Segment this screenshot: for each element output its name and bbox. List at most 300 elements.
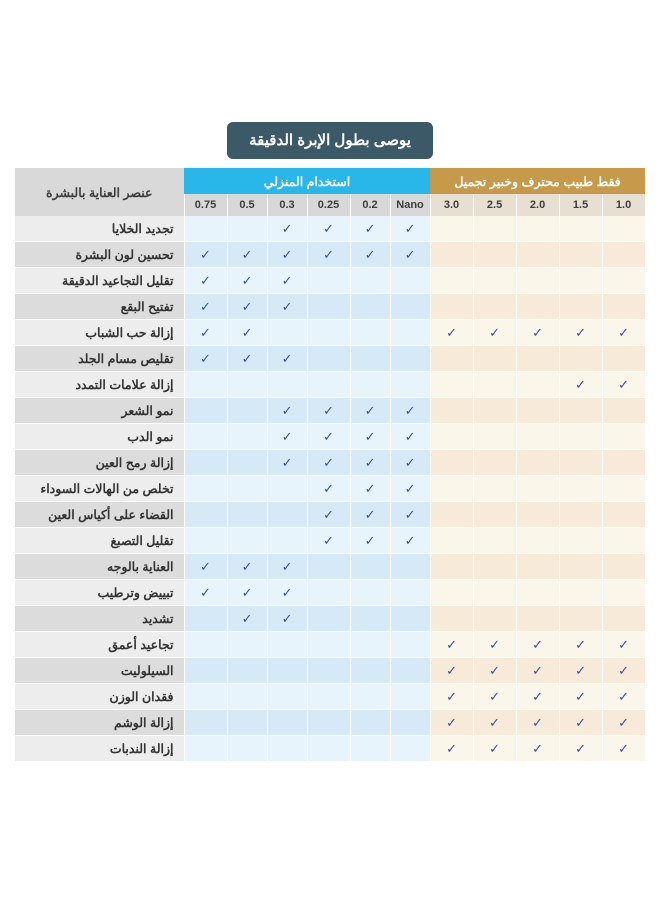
table-row [15,450,645,476]
check-icon: ✓ [200,247,211,262]
check-icon: ✓ [364,221,376,236]
check-icon: ✓ [364,429,376,444]
cell-1.0 [602,398,645,424]
cell-0.75 [184,242,227,268]
cell-0.75 [184,554,227,580]
row-label: إزالة الندبات [15,736,184,762]
cell-1.5 [559,710,602,736]
check-icon: ✓ [618,663,629,678]
cell-0.75 [184,268,227,294]
cell-1.5 [559,554,602,580]
cell-0.75 [184,294,227,320]
cell-2.5 [473,476,516,502]
cell-0.3 [267,736,307,762]
cell-Nano [390,554,430,580]
cell-2.5 [473,346,516,372]
cell-2.5 [473,242,516,268]
row-label: تحسين لون البشرة [15,242,184,268]
check-icon: ✓ [281,559,293,574]
cell-0.2 [350,502,390,528]
cell-0.3 [267,372,307,398]
cell-3.0 [430,450,473,476]
check-icon: ✓ [281,585,293,600]
check-icon: ✓ [532,637,543,652]
cell-Nano [390,606,430,632]
check-icon: ✓ [618,325,629,340]
check-icon: ✓ [241,611,253,626]
table-row [15,606,645,632]
cell-1.5 [559,268,602,294]
cell-0.2 [350,398,390,424]
cell-0.5 [227,242,267,268]
row-label: تخلص من الهالات السوداء [15,476,184,502]
cell-0.25 [307,606,350,632]
cell-0.25 [307,528,350,554]
size-header-3.0: 3.0 [430,194,473,216]
check-icon: ✓ [489,715,500,730]
check-icon: ✓ [532,715,543,730]
check-icon: ✓ [323,481,334,496]
cell-0.25 [307,424,350,450]
cell-0.25 [307,320,350,346]
cell-0.25 [307,710,350,736]
cell-0.5 [227,268,267,294]
size-header-0.75: 0.75 [184,194,227,216]
size-header-1.5: 1.5 [559,194,602,216]
table-row [15,632,645,658]
cell-2.0 [516,632,559,658]
row-label: نمو الشعر [15,398,184,424]
cell-3.0 [430,242,473,268]
check-icon: ✓ [446,741,457,756]
cell-1.5 [559,424,602,450]
cell-0.3 [267,554,307,580]
row-label: إزالة حب الشباب [15,320,184,346]
cell-0.75 [184,736,227,762]
cell-2.5 [473,450,516,476]
cell-Nano [390,632,430,658]
cell-0.5 [227,554,267,580]
title-badge-wrapper [0,122,660,159]
check-icon: ✓ [200,325,211,340]
cell-0.75 [184,606,227,632]
table-row [15,398,645,424]
table-row [15,736,645,762]
cell-0.3 [267,450,307,476]
check-icon: ✓ [575,741,586,756]
cell-0.25 [307,450,350,476]
check-icon: ✓ [532,689,543,704]
cell-Nano [390,242,430,268]
cell-0.5 [227,736,267,762]
cell-2.0 [516,216,559,242]
cell-1.5 [559,320,602,346]
cell-1.5 [559,736,602,762]
cell-3.0 [430,372,473,398]
cell-Nano [390,216,430,242]
check-icon: ✓ [446,325,457,340]
cell-0.25 [307,242,350,268]
check-icon: ✓ [446,663,457,678]
cell-0.25 [307,736,350,762]
cell-0.2 [350,632,390,658]
cell-3.0 [430,554,473,580]
cell-3.0 [430,658,473,684]
cell-0.3 [267,580,307,606]
cell-1.0 [602,658,645,684]
check-icon: ✓ [404,429,416,444]
cell-1.0 [602,372,645,398]
check-icon: ✓ [404,247,416,262]
row-label: تبييض وترطيب [15,580,184,606]
cell-0.75 [184,216,227,242]
cell-3.0 [430,398,473,424]
check-icon: ✓ [281,299,293,314]
cell-0.3 [267,346,307,372]
check-icon: ✓ [404,481,416,496]
cell-Nano [390,502,430,528]
cell-Nano [390,320,430,346]
cell-0.5 [227,294,267,320]
cell-2.0 [516,372,559,398]
cell-2.0 [516,450,559,476]
row-label: تقليل التجاعيد الدقيقة [15,268,184,294]
cell-1.0 [602,346,645,372]
cell-1.5 [559,346,602,372]
cell-2.5 [473,502,516,528]
check-icon: ✓ [200,299,211,314]
needle-length-table [15,168,646,762]
cell-0.2 [350,268,390,294]
size-header-0.5: 0.5 [227,194,267,216]
check-icon: ✓ [618,715,629,730]
cell-Nano [390,658,430,684]
cell-Nano [390,710,430,736]
cell-0.3 [267,658,307,684]
cell-1.5 [559,606,602,632]
check-icon: ✓ [575,715,586,730]
cell-2.5 [473,684,516,710]
cell-2.5 [473,320,516,346]
cell-0.2 [350,372,390,398]
row-label: تقليل التصبغ [15,528,184,554]
cell-3.0 [430,710,473,736]
cell-0.2 [350,320,390,346]
cell-0.5 [227,476,267,502]
cell-Nano [390,736,430,762]
row-label: إزالة الوشم [15,710,184,736]
check-icon: ✓ [618,377,629,392]
check-icon: ✓ [323,507,334,522]
check-icon: ✓ [532,325,543,340]
cell-0.3 [267,476,307,502]
cell-0.5 [227,580,267,606]
cell-Nano [390,398,430,424]
row-label: تقليص مسام الجلد [15,346,184,372]
cell-0.3 [267,294,307,320]
table-row [15,528,645,554]
check-icon: ✓ [446,689,457,704]
check-icon: ✓ [241,559,253,574]
cell-3.0 [430,632,473,658]
cell-2.0 [516,710,559,736]
cell-0.2 [350,554,390,580]
cell-0.2 [350,580,390,606]
check-icon: ✓ [281,611,293,626]
size-header-0.25: 0.25 [307,194,350,216]
cell-0.75 [184,580,227,606]
check-icon: ✓ [281,273,293,288]
group-header-row [15,168,645,194]
cell-2.0 [516,502,559,528]
cell-2.0 [516,684,559,710]
cell-1.5 [559,216,602,242]
check-icon: ✓ [489,741,500,756]
table-row [15,346,645,372]
cell-0.25 [307,658,350,684]
size-header-Nano: Nano [390,194,430,216]
cell-0.75 [184,476,227,502]
cell-0.75 [184,528,227,554]
cell-3.0 [430,606,473,632]
row-label: إزالة علامات التمدد [15,372,184,398]
check-icon: ✓ [364,533,376,548]
row-label: العناية بالوجه [15,554,184,580]
cell-2.0 [516,580,559,606]
check-icon: ✓ [404,455,416,470]
cell-0.2 [350,658,390,684]
cell-2.5 [473,632,516,658]
check-icon: ✓ [241,325,253,340]
cell-3.0 [430,424,473,450]
check-icon: ✓ [241,273,253,288]
cell-0.5 [227,502,267,528]
check-icon: ✓ [281,351,293,366]
table-row [15,268,645,294]
cell-0.5 [227,372,267,398]
cell-1.5 [559,242,602,268]
group-header-professional: فقط طبيب محترف وخبير تجميل [430,168,645,194]
cell-1.5 [559,502,602,528]
cell-2.5 [473,658,516,684]
cell-2.0 [516,268,559,294]
cell-0.5 [227,450,267,476]
cell-0.75 [184,398,227,424]
check-icon: ✓ [241,299,253,314]
cell-2.5 [473,528,516,554]
table-row [15,580,645,606]
cell-3.0 [430,346,473,372]
check-icon: ✓ [323,429,334,444]
table-row [15,216,645,242]
table-row [15,242,645,268]
cell-0.25 [307,346,350,372]
check-icon: ✓ [489,663,500,678]
check-icon: ✓ [404,221,416,236]
check-icon: ✓ [281,429,293,444]
cell-2.5 [473,372,516,398]
table-row [15,710,645,736]
cell-0.25 [307,294,350,320]
cell-0.3 [267,502,307,528]
cell-1.5 [559,684,602,710]
cell-0.5 [227,710,267,736]
check-icon: ✓ [575,325,586,340]
cell-0.25 [307,398,350,424]
size-header-1.0: 1.0 [602,194,645,216]
title-badge: يوصى بطول الإبرة الدقيقة [227,122,433,159]
cell-1.0 [602,242,645,268]
cell-Nano [390,424,430,450]
cell-Nano [390,528,430,554]
cell-1.0 [602,450,645,476]
check-icon: ✓ [404,403,416,418]
check-icon: ✓ [200,351,211,366]
check-icon: ✓ [618,689,629,704]
cell-0.5 [227,398,267,424]
cell-1.5 [559,632,602,658]
cell-Nano [390,450,430,476]
check-icon: ✓ [281,403,293,418]
check-icon: ✓ [323,247,334,262]
cell-0.5 [227,216,267,242]
row-label: نمو الدب [15,424,184,450]
check-icon: ✓ [446,637,457,652]
cell-1.0 [602,606,645,632]
check-icon: ✓ [241,247,253,262]
cell-2.0 [516,346,559,372]
cell-0.25 [307,216,350,242]
size-header-0.2: 0.2 [350,194,390,216]
cell-0.3 [267,684,307,710]
row-label: تفتيح البقع [15,294,184,320]
cell-2.0 [516,736,559,762]
cell-2.5 [473,268,516,294]
cell-0.2 [350,476,390,502]
cell-Nano [390,476,430,502]
check-icon: ✓ [489,689,500,704]
cell-0.3 [267,606,307,632]
cell-0.3 [267,320,307,346]
cell-0.5 [227,424,267,450]
check-icon: ✓ [281,221,293,236]
cell-0.2 [350,684,390,710]
row-label: تجديد الخلايا [15,216,184,242]
table-head [15,168,645,216]
table-row [15,658,645,684]
table-body [15,216,645,762]
check-icon: ✓ [323,221,334,236]
cell-3.0 [430,684,473,710]
check-icon: ✓ [446,715,457,730]
cell-1.5 [559,294,602,320]
cell-Nano [390,268,430,294]
check-icon: ✓ [618,741,629,756]
row-label: فقدان الوزن [15,684,184,710]
cell-1.0 [602,684,645,710]
cell-0.25 [307,372,350,398]
cell-2.0 [516,476,559,502]
cell-1.5 [559,658,602,684]
check-icon: ✓ [323,455,334,470]
cell-2.5 [473,398,516,424]
cell-2.0 [516,424,559,450]
cell-Nano [390,346,430,372]
cell-2.5 [473,554,516,580]
cell-3.0 [430,580,473,606]
cell-0.75 [184,502,227,528]
check-icon: ✓ [489,637,500,652]
cell-1.5 [559,372,602,398]
cell-0.2 [350,710,390,736]
column-header-care-item: عنصر العناية بالبشرة [15,168,184,216]
check-icon: ✓ [532,663,543,678]
check-icon: ✓ [241,351,253,366]
cell-2.0 [516,398,559,424]
size-header-2.5: 2.5 [473,194,516,216]
cell-1.0 [602,554,645,580]
cell-0.2 [350,606,390,632]
check-icon: ✓ [323,533,334,548]
cell-1.0 [602,632,645,658]
cell-0.75 [184,346,227,372]
cell-1.0 [602,502,645,528]
cell-1.0 [602,294,645,320]
cell-0.2 [350,216,390,242]
row-label: تشديد [15,606,184,632]
cell-1.5 [559,528,602,554]
cell-3.0 [430,268,473,294]
cell-0.75 [184,658,227,684]
cell-0.2 [350,528,390,554]
check-icon: ✓ [241,585,253,600]
cell-1.5 [559,476,602,502]
size-header-2.0: 2.0 [516,194,559,216]
cell-3.0 [430,216,473,242]
check-icon: ✓ [281,247,293,262]
check-icon: ✓ [404,507,416,522]
check-icon: ✓ [364,455,376,470]
cell-0.3 [267,528,307,554]
check-icon: ✓ [200,585,211,600]
check-icon: ✓ [323,403,334,418]
cell-0.3 [267,424,307,450]
cell-0.2 [350,346,390,372]
cell-1.0 [602,528,645,554]
cell-0.25 [307,580,350,606]
table-row [15,294,645,320]
cell-0.25 [307,684,350,710]
cell-0.3 [267,268,307,294]
cell-2.0 [516,554,559,580]
cell-0.3 [267,632,307,658]
cell-2.0 [516,294,559,320]
check-icon: ✓ [364,507,376,522]
table-row [15,502,645,528]
row-label: تجاعيد أعمق [15,632,184,658]
table-row [15,554,645,580]
cell-2.5 [473,736,516,762]
check-icon: ✓ [618,637,629,652]
cell-0.75 [184,372,227,398]
check-icon: ✓ [364,247,376,262]
check-icon: ✓ [200,559,211,574]
cell-0.25 [307,268,350,294]
table-row [15,372,645,398]
row-label: القضاء على أكياس العين [15,502,184,528]
cell-2.0 [516,658,559,684]
cell-0.25 [307,502,350,528]
